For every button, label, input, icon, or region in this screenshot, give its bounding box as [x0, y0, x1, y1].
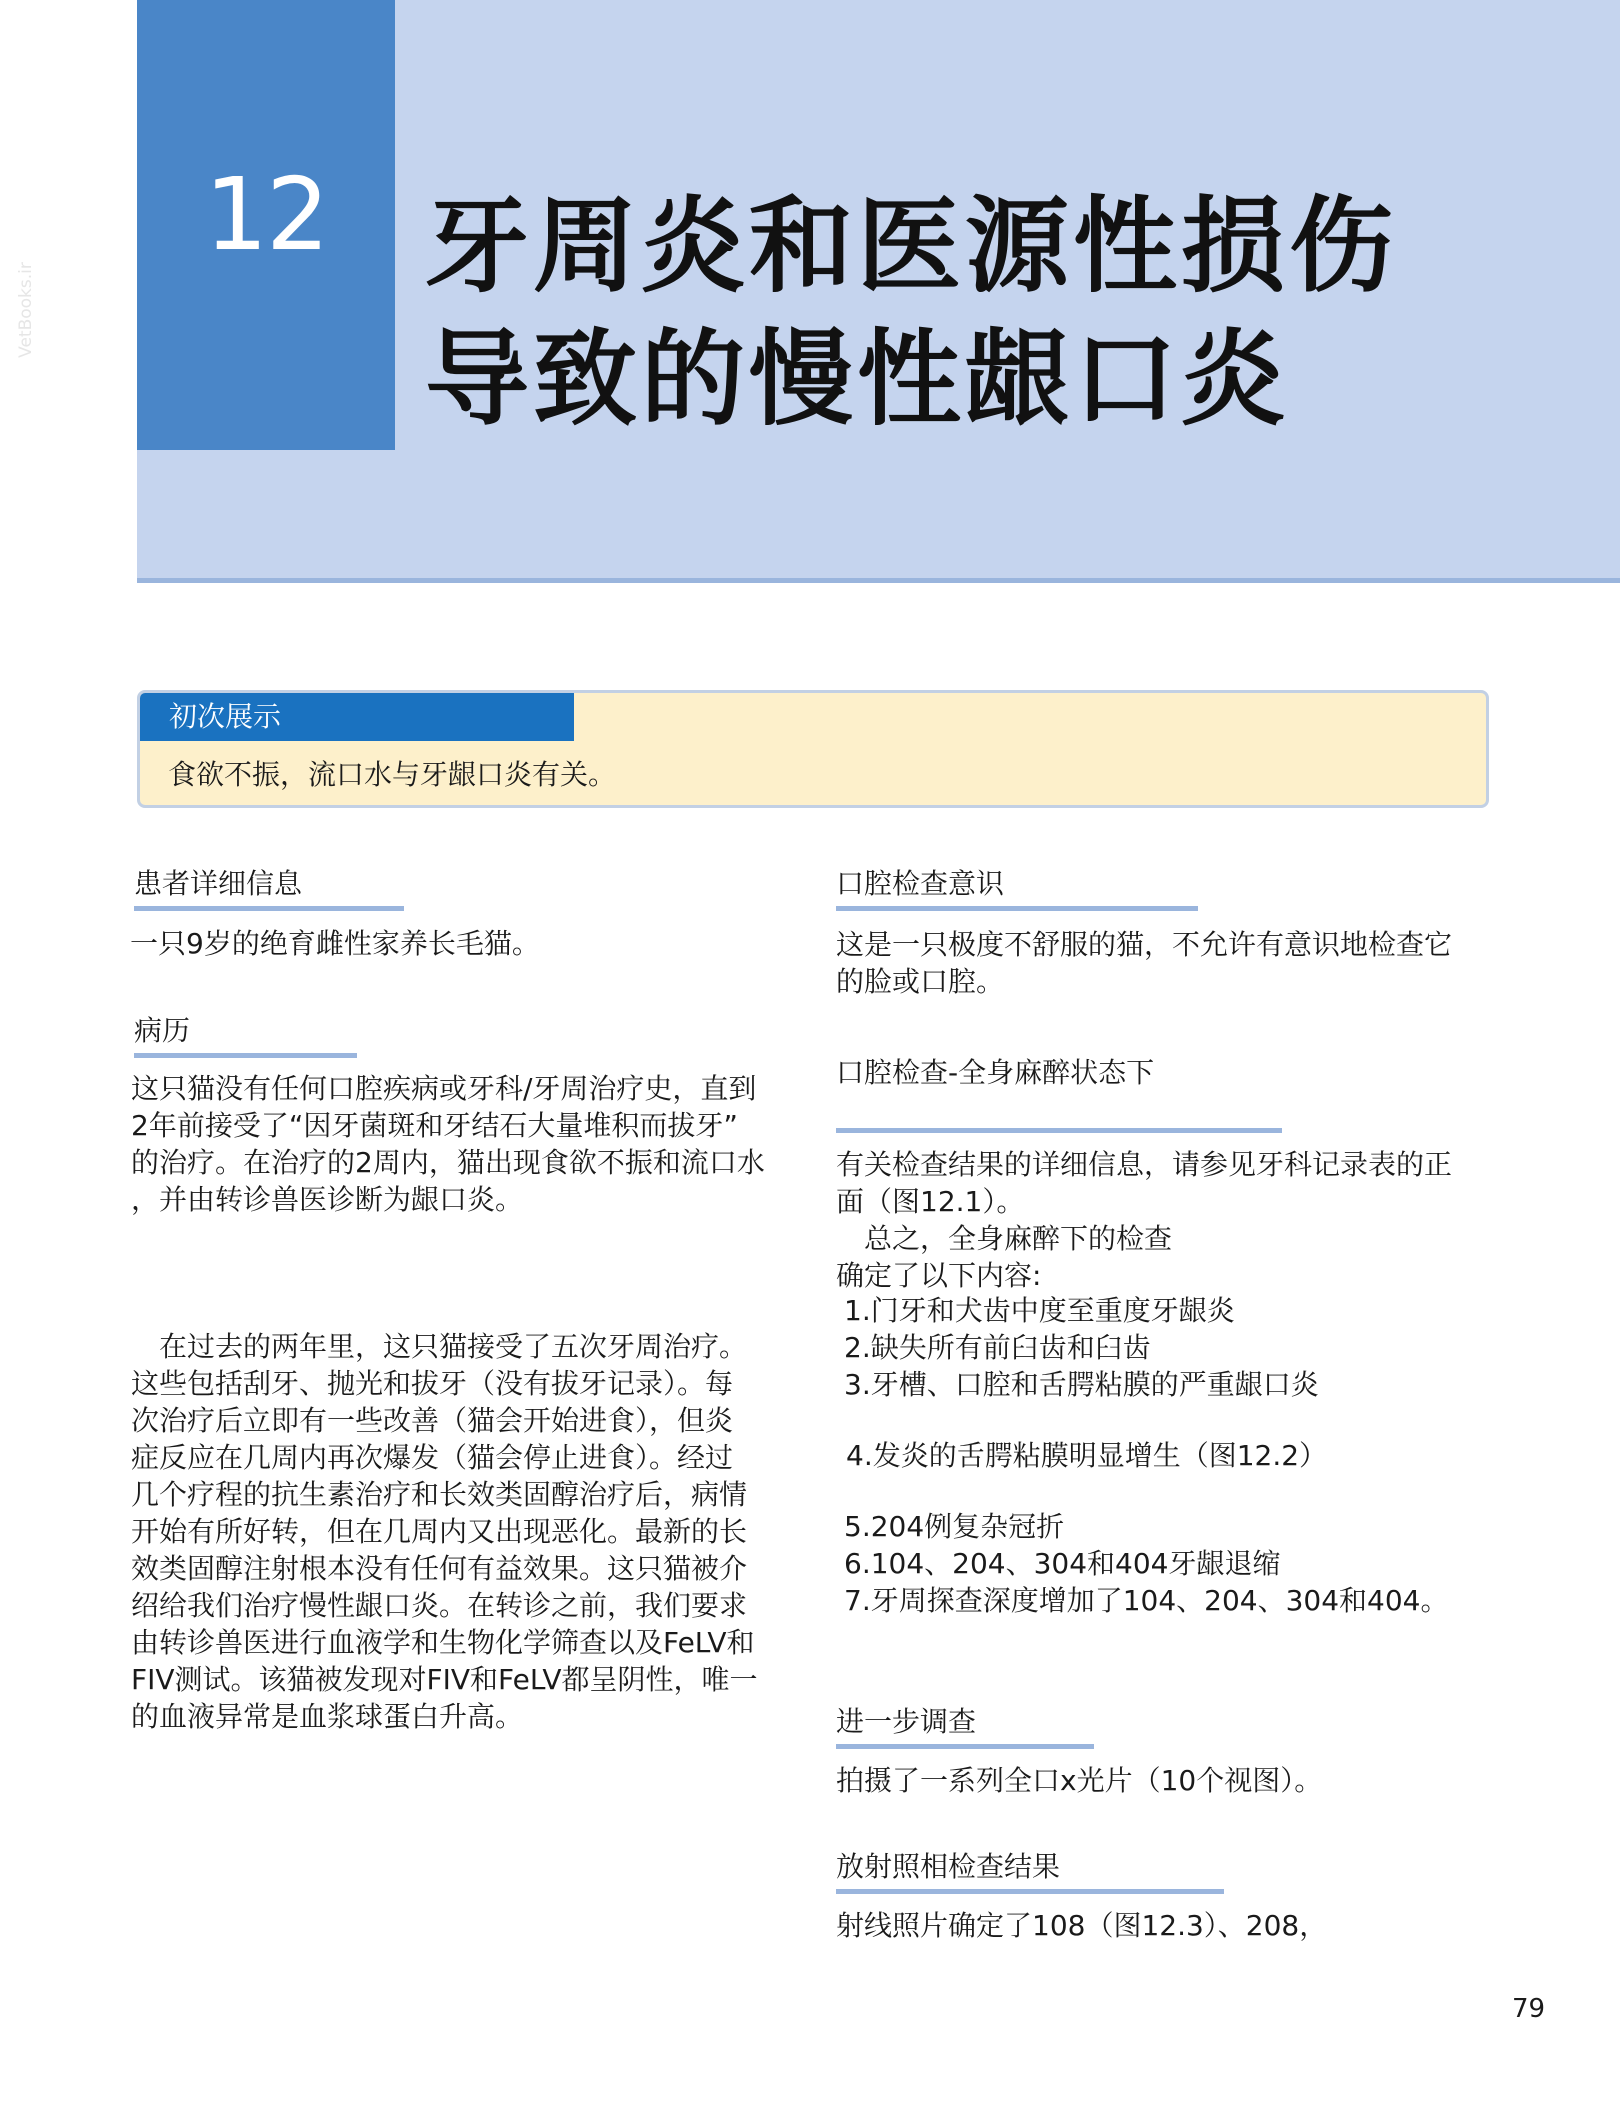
history-line: 效类固醇注射根本没有任何有益效果。这只猫被介: [131, 1552, 748, 1585]
history-heading: 病历: [134, 1012, 357, 1058]
chapter-title: [425, 180, 1575, 446]
anesthesia-heading-rule: [836, 1128, 1282, 1133]
history-line: FIV测试。该猫被发现对FIV和FeLV都呈阴性，唯一: [131, 1663, 758, 1696]
finding-item: 4.发炎的舌腭粘膜明显增生（图12.2）: [846, 1439, 1328, 1472]
conscious-exam-text: [836, 926, 1452, 1000]
history-line: 次治疗后立即有一些改善（猫会开始进食），但炎: [131, 1404, 734, 1437]
finding-item: 5.204例复杂冠折: [844, 1510, 1065, 1543]
patient-details-heading: 患者详细信息: [134, 865, 404, 911]
initial-presentation-box: [137, 690, 1489, 808]
finding-item: 1.门牙和犬齿中度至重度牙龈炎: [844, 1294, 1235, 1327]
anesthesia-line: 有关检查结果的详细信息，请参见牙科记录表的正: [836, 1148, 1453, 1181]
anesthesia-exam-text: [836, 1146, 1452, 1294]
conscious-exam-line: 这是一只极度不舒服的猫，不允许有意识地检查它: [836, 928, 1453, 961]
conscious-exam-line: 的脸或口腔。: [836, 965, 1005, 998]
chapter-title-line-2: 导致的慢性龈口炎: [425, 318, 1290, 440]
anesthesia-exam-heading: 口腔检查-全身麻醉状态下: [836, 1056, 1155, 1089]
history-line: 在过去的两年里，这只猫接受了五次牙周治疗。: [131, 1330, 748, 1363]
radiography-text: 射线照片确定了108（图12.3）、208，: [836, 1909, 1328, 1942]
anesthesia-line: 面（图12.1）。: [836, 1185, 1025, 1218]
page-number: 79: [1512, 1994, 1546, 2024]
finding-item: 3.牙槽、口腔和舌腭粘膜的严重龈口炎: [844, 1368, 1319, 1401]
history-paragraph-1: [131, 1070, 765, 1218]
finding-item: 7.牙周探查深度增加了104、204、304和404。: [844, 1584, 1449, 1617]
history-line: 这只猫没有任何口腔疾病或牙科/牙周治疗史，直到: [131, 1072, 757, 1105]
history-line: 几个疗程的抗生素治疗和长效类固醇治疗后，病情: [131, 1478, 748, 1511]
finding-item: 2.缺失所有前臼齿和臼齿: [844, 1331, 1151, 1364]
finding-item: 6.104、204、304和404牙龈退缩: [844, 1547, 1281, 1580]
watermark: VetBooks.ir: [15, 262, 36, 358]
chapter-title-line-1: 牙周炎和医源性损伤: [425, 185, 1398, 307]
conscious-exam-heading: 口腔检查意识: [836, 865, 1198, 911]
history-line: 症反应在几周内再次爆发（猫会停止进食）。经过: [131, 1441, 734, 1474]
history-line: ，并由转诊兽医诊断为龈口炎。: [131, 1183, 524, 1216]
history-line: 绍给我们治疗慢性龈口炎。在转诊之前，我们要求: [131, 1589, 748, 1622]
history-line: 的治疗。在治疗的2周内，猫出现食欲不振和流口水: [131, 1146, 765, 1179]
history-paragraph-2: [131, 1328, 758, 1735]
history-line: 的血液异常是血浆球蛋白升高。: [131, 1700, 524, 1733]
history-line: 开始有所好转，但在几周内又出现恶化。最新的长: [131, 1515, 748, 1548]
patient-details-text: 一只9岁的绝育雌性家养长毛猫。: [130, 927, 540, 960]
chapter-number: 12: [204, 156, 328, 273]
radiography-heading: 放射照相检查结果: [836, 1848, 1224, 1894]
history-line: 2年前接受了“因牙菌斑和牙结石大量堆积而拔牙”: [131, 1109, 738, 1142]
anesthesia-line: 总之，全身麻醉下的检查: [836, 1222, 1173, 1255]
header-divider: [137, 578, 1620, 583]
history-line: 由转诊兽医进行血液学和生物化学筛查以及FeLV和: [131, 1626, 755, 1659]
anesthesia-line: 确定了以下内容:: [836, 1259, 1042, 1292]
initial-presentation-text: 食欲不振，流口水与牙龈口炎有关。: [168, 758, 617, 791]
initial-presentation-label: 初次展示: [140, 693, 574, 741]
further-investigation-heading: 进一步调查: [836, 1703, 1094, 1749]
history-line: 这些包括刮牙、抛光和拔牙（没有拔牙记录）。每: [131, 1367, 734, 1400]
further-investigation-text: 拍摄了一系列全口x光片（10个视图）。: [836, 1764, 1323, 1797]
